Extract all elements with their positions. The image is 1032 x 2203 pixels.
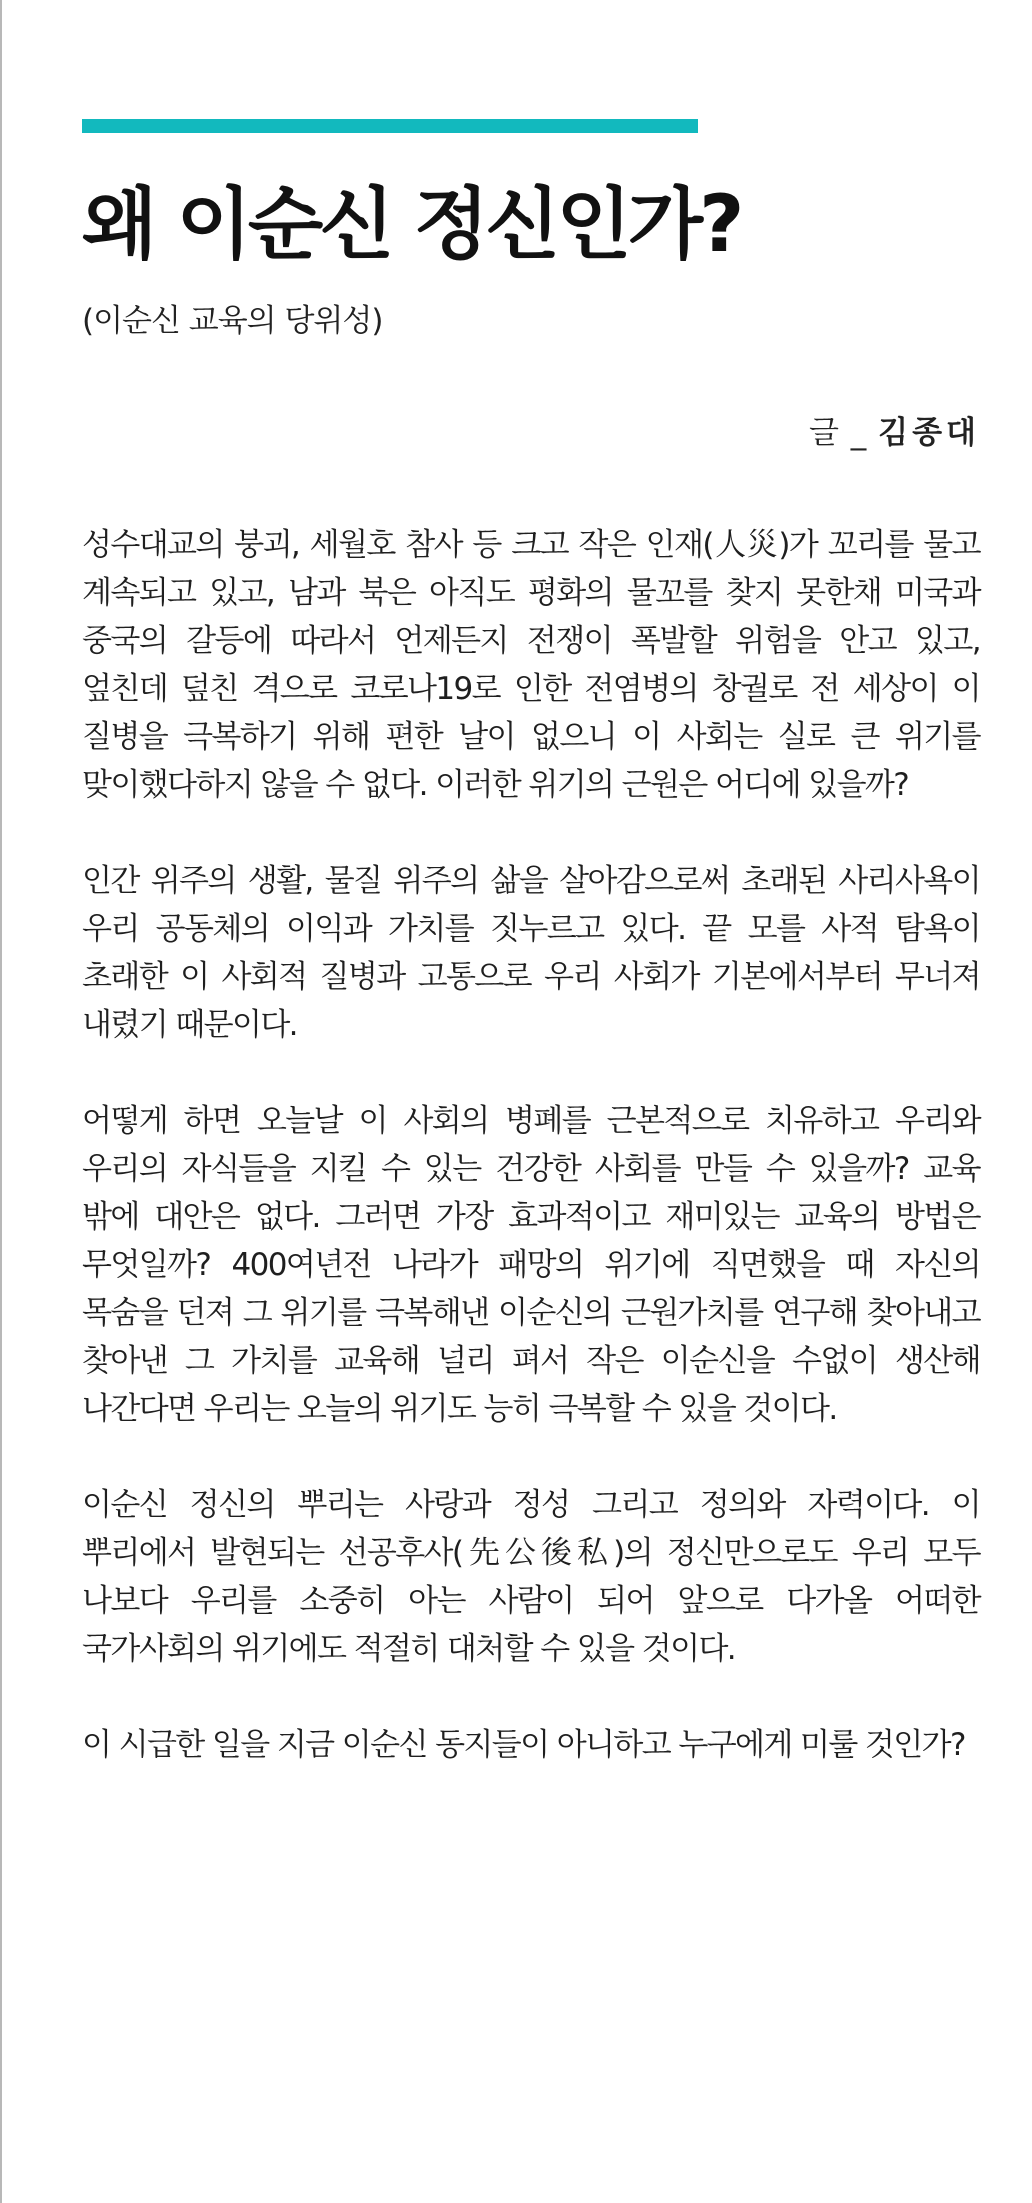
byline	[809, 408, 980, 458]
title-accent-bar	[82, 119, 698, 133]
byline-prefix: 글 _	[809, 415, 879, 451]
body-paragraph: 이순신 정신의 뿌리는 사랑과 정성 그리고 정의와 자력이다. 이 뿌리에서 발현되는 선공후사(先公後私)의 정신만으로도 우리 모두 나보다 우리를 소중히 아는 사람이 되어 앞으로 다가올 어떠한 국가사회의 위기에도 적절히 대처할 수 있을 것이다.	[82, 1487, 980, 1667]
page-left-border	[0, 0, 2, 2203]
article-body	[82, 521, 980, 1817]
article-title: 왜 이순신 정신인가?	[82, 180, 741, 270]
body-paragraph: 어떻게 하면 오늘날 이 사회의 병폐를 근본적으로 치유하고 우리와 우리의 자식들을 지킬 수 있는 건강한 사회를 만들 수 있을까? 교육 밖에 대안은 없다. 그러면 가장 효과적이고 재미있는 교육의 방법은 무엇일까? 400여년전 나라가 패망의 위기에 직면했을 때 자신의 목숨을 던져 그 위기를 극복해낸 이순신의 근원가치를 연구해 찾아내고 찾아낸 그 가치를 교육해 널리 펴서 작은 이순신을 수없이 생산해 나간다면 우리는 오늘의 위기도 능히 극복할 수 있을 것이다.	[82, 1103, 980, 1427]
byline-author: 김종대	[878, 415, 980, 451]
article-subtitle: (이순신 교육의 당위성)	[82, 303, 383, 339]
body-paragraph: 인간 위주의 생활, 물질 위주의 삶을 살아감으로써 초래된 사리사욕이 우리 공동체의 이익과 가치를 짓누르고 있다. 끝 모를 사적 탐욕이 초래한 이 사회적 질병과 고통으로 우리 사회가 기본에서부터 무너져 내렸기 때문이다.	[82, 863, 980, 1043]
body-paragraph: 이 시급한 일을 지금 이순신 동지들이 아니하고 누구에게 미룰 것인가?	[82, 1727, 965, 1763]
body-paragraph: 성수대교의 붕괴, 세월호 참사 등 크고 작은 인재(人災)가 꼬리를 물고 계속되고 있고, 남과 북은 아직도 평화의 물꼬를 찾지 못한채 미국과 중국의 갈등에 따라서 언제든지 전쟁이 폭발할 위험을 안고 있고, 엎친데 덮친 격으로 코로나19로 인한 전염병의 창궐로 전 세상이 이 질병을 극복하기 위해 편한 날이 없으니 이 사회는 실로 큰 위기를 맞이했다하지 않을 수 없다. 이러한 위기의 근원은 어디에 있을까?	[82, 527, 980, 803]
